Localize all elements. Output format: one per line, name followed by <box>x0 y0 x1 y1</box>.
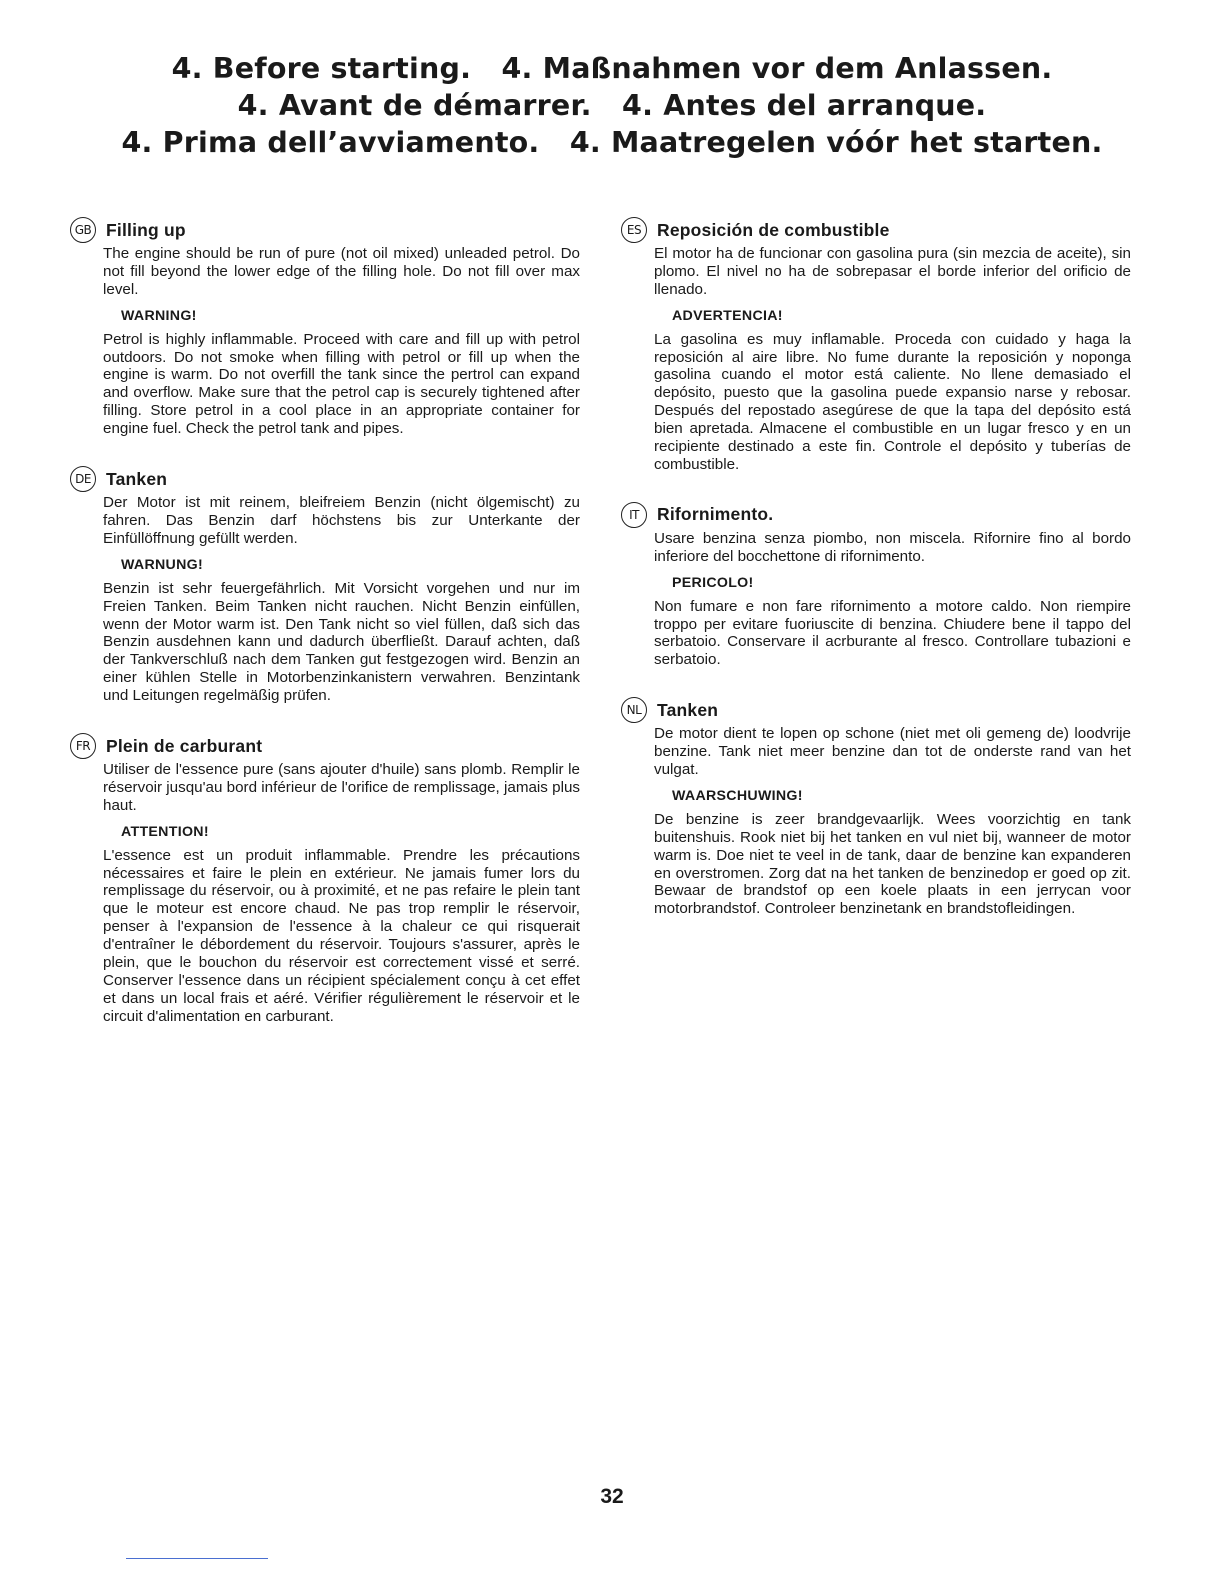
section-fr <box>70 731 580 1026</box>
section-title: Plein de carburant <box>106 735 263 756</box>
warning-text: Benzin ist sehr feuergefährlich. Mit Vorsicht vorgehen und nur im Freien Tanken. Beim Tanken nicht rauchen. Nicht Benzin einfüllen, wenn der Motor warm ist. Den Tank nicht so viel füllen, daß sich das Benzin ausdehnen kann und dadurch überfließt. Darauf achten, daß der Tankverschluß nach dem Tanken gut festgezogen wird. Benzin an einer kühlen Stelle in Motorbenzinkanistern verwahren. Benzintank und Leitungen regelmäßig prüfen. <box>103 579 580 705</box>
right-column <box>621 215 1131 944</box>
section-header <box>70 464 580 494</box>
page-number: 32 <box>600 1485 624 1508</box>
section-title: Tanken <box>657 699 719 720</box>
left-column <box>70 215 580 1052</box>
section-header <box>621 695 1131 725</box>
section-intro: Utiliser de l'essence pure (sans ajouter d'huile) sans plomb. Remplir le réservoir jusqu'au bord inférieur de l'orifice de remplissage, jamais plus haut. <box>103 761 580 814</box>
section-title: Filling up <box>106 219 186 240</box>
section-title: Tanken <box>106 468 168 489</box>
language-badge-icon: IT <box>621 502 647 528</box>
warning-text: De benzine is zeer brandgevaarlijk. Wees voorzichtig en tank buitenshuis. Rook niet bij het tanken en vul niet bij, wanneer de motor warm is. Doe niet te veel in de tank, daar de benzine kan expanderen en overstromen. Zorg dat na het tanken de benzinedop er goed op zit. Bewaar de brandstof op een koele plaats in een jerrycan voor motorbrandstof. Controleer benzinetank en brandstofleidingen. <box>654 810 1131 918</box>
language-badge-icon: NL <box>621 697 647 723</box>
warning-text: Non fumare e non fare rifornimento a motore caldo. Non riempire troppo per evitare fuoriuscite di benzina. Chiudere bene il tappo del serbatoio. Conservare il acrburante al fresco. Controllare tubazioni e serbatoio. <box>654 597 1131 669</box>
section-header <box>621 500 1131 530</box>
page-titles <box>0 50 1224 161</box>
section-intro: Der Motor ist mit reinem, bleifreiem Benzin (nicht ölgemischt) zu fahren. Das Benzin darf höchstens bis zur Unterkante der Einfüllöffnung gefüllt werden. <box>103 494 580 547</box>
warning-text: Petrol is highly inflammable. Proceed with care and fill up with petrol outdoors. Do not smoke when filling with petrol or fill up when the engine is warm. Do not overfill the tank since the pertrol can expand and overflow. Make sure that the petrol cap is securely tightened after filling. Store petrol in a cool place in an appropriate container for engine fuel. Check the petrol tank and pipes. <box>103 330 580 438</box>
section-title: Rifornimento. <box>657 504 774 525</box>
section-body <box>654 530 1131 669</box>
section-intro: Usare benzina senza piombo, non miscela. Rifornire fino al bordo inferiore del bocchettone di rifornimento. <box>654 529 1131 565</box>
section-body <box>654 725 1131 918</box>
section-body <box>103 245 580 438</box>
section-de <box>70 464 580 705</box>
section-it <box>621 500 1131 669</box>
section-es <box>621 215 1131 474</box>
section-nl <box>621 695 1131 918</box>
section-intro: The engine should be run of pure (not oil mixed) unleaded petrol. Do not fill beyond the lower edge of the filling hole. Do not fill over max level. <box>103 245 580 298</box>
section-gb <box>70 215 580 438</box>
section-title: Reposición de combustible <box>657 219 890 240</box>
section-header <box>621 215 1131 245</box>
language-badge-icon: FR <box>70 733 96 759</box>
section-intro: De motor dient te lopen op schone (niet met oli gemeng de) loodvrije benzine. Tank niet meer benzine dan tot de onderste rand van het vulgat. <box>654 725 1131 779</box>
warning-text: La gasolina es muy inflamable. Proceda con cuidado y haga la reposición al aire libre. No fume durante la reposición y noponga gasolina cuando el motor está caliente. No llene demasiado el depósito, puesto que la gasolina puede expansio narse y rebosar. Después del repostado asegúrese de que la tapa del depósito está bien apretada. Almacene el combustible en un lugar fresco y en un recipiente destinado a este fin. Controle el depósito y tuberías de combustible. <box>654 330 1131 473</box>
section-body <box>654 245 1131 474</box>
page-title: 4. Prima dell’avviamento. 4. Maatregelen vóór het starten. <box>121 126 1103 159</box>
warning-heading: ATTENTION! <box>121 823 209 840</box>
page-title: 4. Before starting. 4. Maßnahmen vor dem Anlassen. <box>171 52 1053 85</box>
page-title: 4. Avant de démarrer. 4. Antes del arranque. <box>237 89 987 122</box>
language-badge-icon: ES <box>621 217 647 243</box>
warning-text: L'essence est un produit inflammable. Prendre les précautions nécessaires et faire le plein en extérieur. Ne jamais fumer lors du remplissage du réservoir, ou à proximité, et ne pas refaire le plein tant que le moteur est encore chaud. Ne pas trop remplir le réservoir, penser à l'expansion de l'essence à la chaleur ce qui risquerait d'entraîner le débordement du réservoir. Toujours s'assurer, après le plein, que le bouchon du réservoir est correctement vissé et serré. Conserver l'essence dans un récipient spécialement conçu à cet effet et dans un local frais et aéré. Vérifier régulièrement le réservoir et le circuit d'alimentation en carburant. <box>103 846 580 1025</box>
language-badge-icon: DE <box>70 466 96 492</box>
language-badge-icon: GB <box>70 217 96 243</box>
footer-divider <box>126 1558 268 1559</box>
section-body <box>103 761 580 1026</box>
section-header <box>70 731 580 761</box>
section-intro: El motor ha de funcionar con gasolina pura (sin mezcia de aceite), sin plomo. El nivel no ha de sobrepasar el borde inferior del orificio de llenado. <box>654 245 1131 298</box>
section-body <box>103 494 580 705</box>
section-header <box>70 215 580 245</box>
warning-heading: ADVERTENCIA! <box>672 307 783 324</box>
warning-heading: PERICOLO! <box>672 574 754 591</box>
warning-heading: WARNING! <box>121 307 197 324</box>
warning-heading: WARNUNG! <box>121 556 203 573</box>
warning-heading: WAARSCHUWING! <box>672 787 803 804</box>
